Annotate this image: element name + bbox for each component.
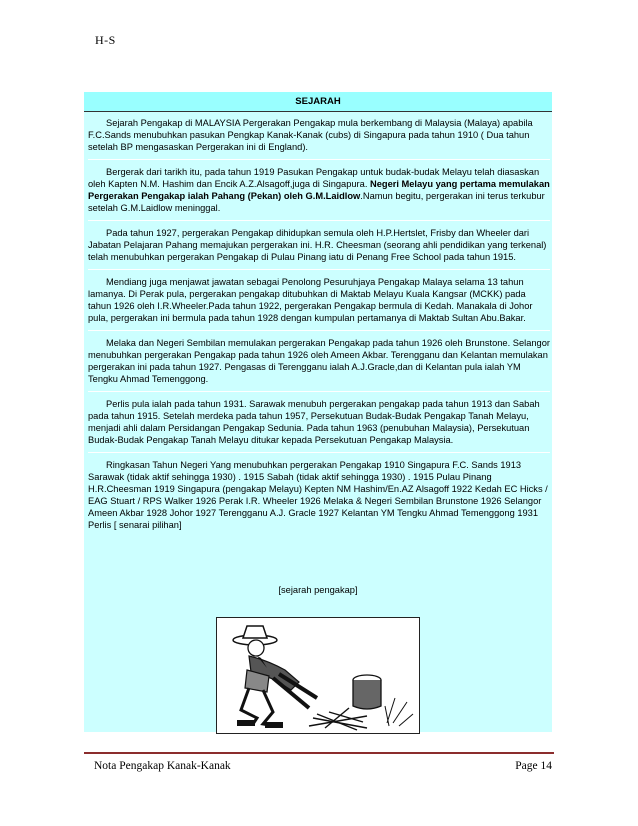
paragraph-4: Mendiang juga menjawat jawatan sebagai Penolong Pesuruhjaya Pengakap Malaya selama 13 tahun lamanya. Di Perak pula, pergerakan pengakap ditubuhkan di Maktab Melayu Kuala Kangsar (MCKK) pada tahun 1926 oleh I.R.Wheeler.Pada tahun 1922, pergerakan Pengakap bermula di Kedah. Manakala di Johor pula, pergerakan ini bermula pada tahun 1928 dengan kumpulan pertamanya di Maktab Sultan Abu.Bakar. [88, 276, 550, 331]
paragraph-7: Ringkasan Tahun Negeri Yang menubuhkan pergerakan Pengakap 1910 Singapura F.C. Sands 1913 Sarawak (tidak aktif sehingga 1930) . 1915 Sabah (tidak aktif sehingga 1930) . 1915 Pulau Pinang H.R.Cheesman 1919 Singapura (pengakap Melayu) Kepten NM Hashim/En.AZ Alsagoff 1922 Kedah EC Hicks / EAG Stuart / RPS Walker 1926 Perak I.R. Wheeler 1926 Melaka & Negeri Sembilan Brunstone 1926 Selangor Ameen Akbar 1928 Johor 1927 Terengganu A.J. Gracle 1927 Kelantan YM Tengku Ahmad Temenggong 1931 Perlis [ senarai pilihan] [88, 460, 548, 530]
scout-illustration [216, 617, 420, 734]
paragraph-1: Sejarah Pengakap di MALAYSIA Pergerakan Pengakap mula berkembang di Malaysia (Malaya) apabila F.C.Sands menubuhkan pasukan Pengkap Kanak-Kanak (cubs) di Singapura pada tahun 1910 ( Dua tahun setelah BP mengasaskan Pergerakan ini di England). [88, 117, 550, 160]
footer-divider [84, 752, 554, 754]
paragraph-3: Pada tahun 1927, pergerakan Pengakap dihidupkan semula oleh H.P.Hertslet, Frisby dan Wheeler dari Jabatan Pelajaran Pahang memajukan pergerakan ini. H.R. Cheesman (seorang ahli pendidikan yang terkenal) telah menubuhkan pergerakan Pengakap di Pulau Pinang iatu di Penang Free School pada tahun 1915. [88, 227, 550, 270]
footer-title: Nota Pengakap Kanak-Kanak [94, 760, 231, 772]
section-title: SEJARAH [84, 92, 552, 112]
paragraph-2-bold: Negeri Melayu yang pertama memulakan Pergerakan Pengakap ialah Pahang (Pekan) oleh G.M.Laidlow [88, 179, 550, 201]
paragraph-2 [88, 166, 550, 221]
paragraph-2-end: .Namun begitu, pergerakan ini terus terkubur setelah G.M.Laidlow meninggal. [88, 191, 545, 213]
paragraph-2-start: Bergerak dari tarikh itu, pada tahun 1919 Pasukan Pengakap untuk budak-budak Melayu telah diasaskan oleh Kapten N.M. Hashim dan Encik A.Z.Alsagoff,juga di Singapura. [88, 167, 540, 189]
page-number: Page 14 [515, 760, 552, 772]
article-body [88, 117, 550, 543]
paragraph-6: Perlis pula ialah pada tahun 1931. Sarawak menubuh pergerakan pengakap pada tahun 1913 dan Sabah pada tahun 1915. Setelah merdeka pada tahun 1957, Persekutuan Budak-Budak Pengakap Tanah Melayu, menjadi ahli dalam Persidangan Pengakap Sedunia. Pada tahun 1963 (penubuhan Malaysia), Persekutuan Budak-Budak Pengakap Tanah Melayu ditukar kepada Persekutuan Pengakap Malaysia. [88, 398, 550, 453]
page-header: H-S [95, 33, 116, 47]
paragraph-5: Melaka dan Negeri Sembilan memulakan pergerakan Pengakap pada tahun 1926 oleh Brunstone. Selangor menubuhkan pergerakan Pengakap pada tahun 1926 oleh Ameen Akbar. Terengganu dan Kelantan memulakan pergerakan ini pada tahun 1927. Pengasas di Terengganu ialah A.J.Gracle,dan di Kelantan pula ialah YM Tengku Ahmad Temenggong. [88, 337, 550, 392]
scout-building-fire-icon [217, 618, 419, 733]
image-caption: [sejarah pengakap] [278, 585, 358, 595]
